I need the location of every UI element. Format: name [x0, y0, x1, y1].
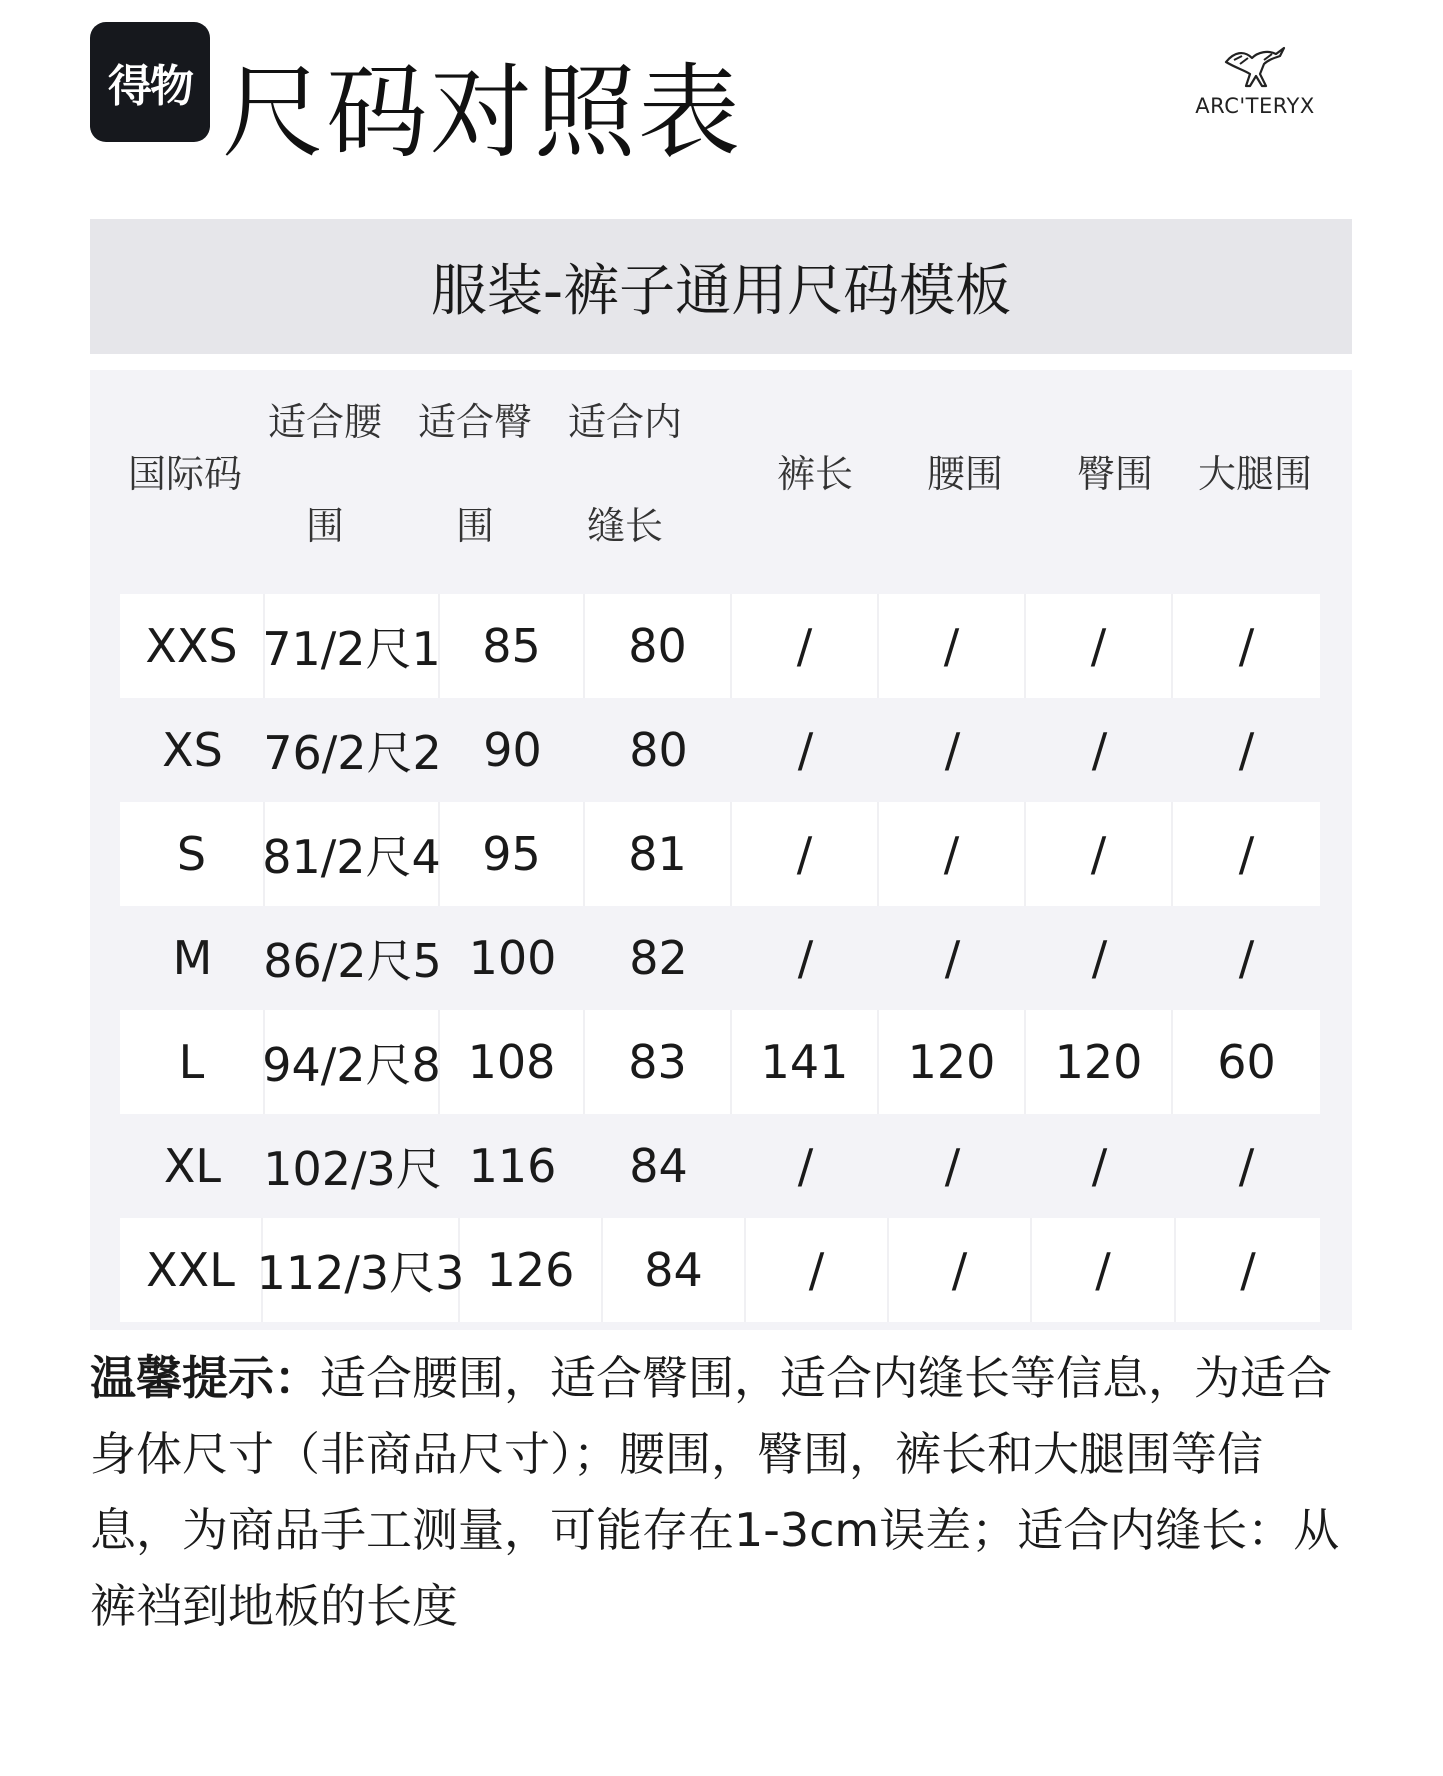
waist-cell: 120: [879, 1010, 1026, 1114]
hip-cell: /: [1026, 594, 1173, 698]
waist-cell: /: [879, 802, 1026, 906]
hip-fit-cell: 95: [440, 802, 585, 906]
pants-length-cell: /: [732, 802, 879, 906]
size-table: [90, 370, 1352, 1330]
inseam-fit-cell: 83: [585, 1010, 732, 1114]
waist-fit-cell: 112/3尺3: [263, 1218, 460, 1322]
size-cell: S: [120, 802, 265, 906]
header-cell: [1180, 448, 1330, 500]
waist-cell: /: [944, 1139, 961, 1193]
thigh-cell: /: [1238, 827, 1255, 881]
header-text: 腰围: [926, 452, 1003, 496]
waist-cell: /: [879, 594, 1026, 698]
waist-fit-cell: 71/2尺1: [265, 594, 440, 698]
brand-name: ARC'TERYX: [1195, 94, 1315, 118]
header-text: 大腿围: [1197, 452, 1312, 496]
inseam-fit-cell: 84: [629, 1139, 688, 1193]
table-row: [120, 802, 1320, 906]
logo-text: 得物: [108, 61, 192, 112]
table-row: [120, 1218, 1320, 1322]
size-cell: L: [120, 1010, 265, 1114]
pants-length-cell: 141: [732, 1010, 879, 1114]
size-cell: XL: [163, 1139, 222, 1193]
waist-fit-cell: 76/2尺2: [263, 726, 442, 780]
thigh-cell: /: [1238, 723, 1255, 777]
hip-fit-cell: 108: [440, 1010, 585, 1114]
header-text: 围: [455, 504, 494, 548]
inseam-fit-cell: 82: [629, 931, 688, 985]
hip-fit-cell: 90: [483, 723, 542, 777]
hip-cell: 120: [1026, 1010, 1173, 1114]
table-row: [120, 906, 1320, 1010]
table-row: [120, 594, 1320, 698]
hip-cell: /: [1032, 1218, 1176, 1322]
header-cell: [400, 396, 550, 552]
thigh-cell: /: [1238, 1139, 1255, 1193]
header-text: 围: [305, 504, 344, 548]
header-cell: [250, 396, 400, 552]
header-cell: [120, 448, 250, 500]
hip-fit-cell: 126: [460, 1218, 603, 1322]
header-text: 缝长: [586, 504, 663, 548]
pants-length-cell: /: [746, 1218, 889, 1322]
size-cell: XS: [162, 723, 223, 777]
header-text: 适合臀: [417, 400, 532, 444]
header-text: 适合腰: [267, 400, 382, 444]
hip-fit-cell: 116: [468, 1139, 557, 1193]
size-cell: M: [172, 931, 213, 985]
banner-title: 服装-裤子通用尺码模板: [430, 258, 1012, 324]
waist-fit-cell: 94/2尺8: [265, 1010, 440, 1114]
tip-label: 温馨提示：: [90, 1351, 320, 1405]
inseam-fit-cell: 84: [603, 1218, 746, 1322]
tip-text: 适合腰围，适合臀围，适合内缝长等信息，为适合身体尺寸（非商品尺寸）；腰围，臀围，裤长和大腿围等信息，为商品手工测量，可能存在1-3cm误差；适合内缝长：从裤裆到地板的长度: [90, 1351, 1340, 1633]
hip-cell: /: [1091, 1139, 1108, 1193]
hip-fit-cell: 85: [440, 594, 585, 698]
table-row: [120, 1114, 1320, 1218]
hip-cell: /: [1091, 723, 1108, 777]
header-cell: [750, 448, 880, 500]
size-cell: XXS: [120, 594, 265, 698]
pants-length-cell: /: [797, 931, 814, 985]
header-cell: [900, 448, 1030, 500]
pants-length-cell: /: [797, 1139, 814, 1193]
hip-fit-cell: 100: [468, 931, 557, 985]
thigh-cell: 60: [1217, 1035, 1276, 1089]
page-title: 尺码对照表: [222, 54, 742, 173]
arcteryx-brand: [1190, 42, 1320, 132]
header-text: 臀围: [1076, 452, 1153, 496]
inseam-fit-cell: 81: [585, 802, 732, 906]
header-cell: [550, 396, 700, 552]
hip-cell: /: [1026, 802, 1173, 906]
pants-length-cell: /: [797, 723, 814, 777]
archaeopteryx-logo-icon: [1220, 42, 1290, 90]
size-cell: XXL: [120, 1218, 263, 1322]
waist-fit-cell: 81/2尺4: [265, 802, 440, 906]
header-text: 适合内: [567, 400, 682, 444]
size-tip: [90, 1340, 1352, 1644]
waist-fit-cell: 86/2尺5: [263, 934, 442, 988]
waist-fit-cell: 102/3尺: [263, 1142, 442, 1196]
table-row: [120, 1010, 1320, 1114]
template-banner: [90, 219, 1352, 354]
table-row: [120, 698, 1320, 802]
inseam-fit-cell: 80: [629, 723, 688, 777]
inseam-fit-cell: 80: [585, 594, 732, 698]
thigh-cell: /: [1240, 1243, 1256, 1297]
waist-cell: /: [889, 1218, 1032, 1322]
hip-cell: /: [1091, 931, 1108, 985]
header-cell: [1050, 448, 1180, 500]
header-text: 国际码: [127, 452, 242, 496]
waist-cell: /: [944, 723, 961, 777]
thigh-cell: /: [1238, 619, 1255, 673]
pants-length-cell: /: [732, 594, 879, 698]
dewu-logo: [90, 22, 210, 142]
header-text: 裤长: [776, 452, 853, 496]
thigh-cell: /: [1238, 931, 1255, 985]
waist-cell: /: [944, 931, 961, 985]
